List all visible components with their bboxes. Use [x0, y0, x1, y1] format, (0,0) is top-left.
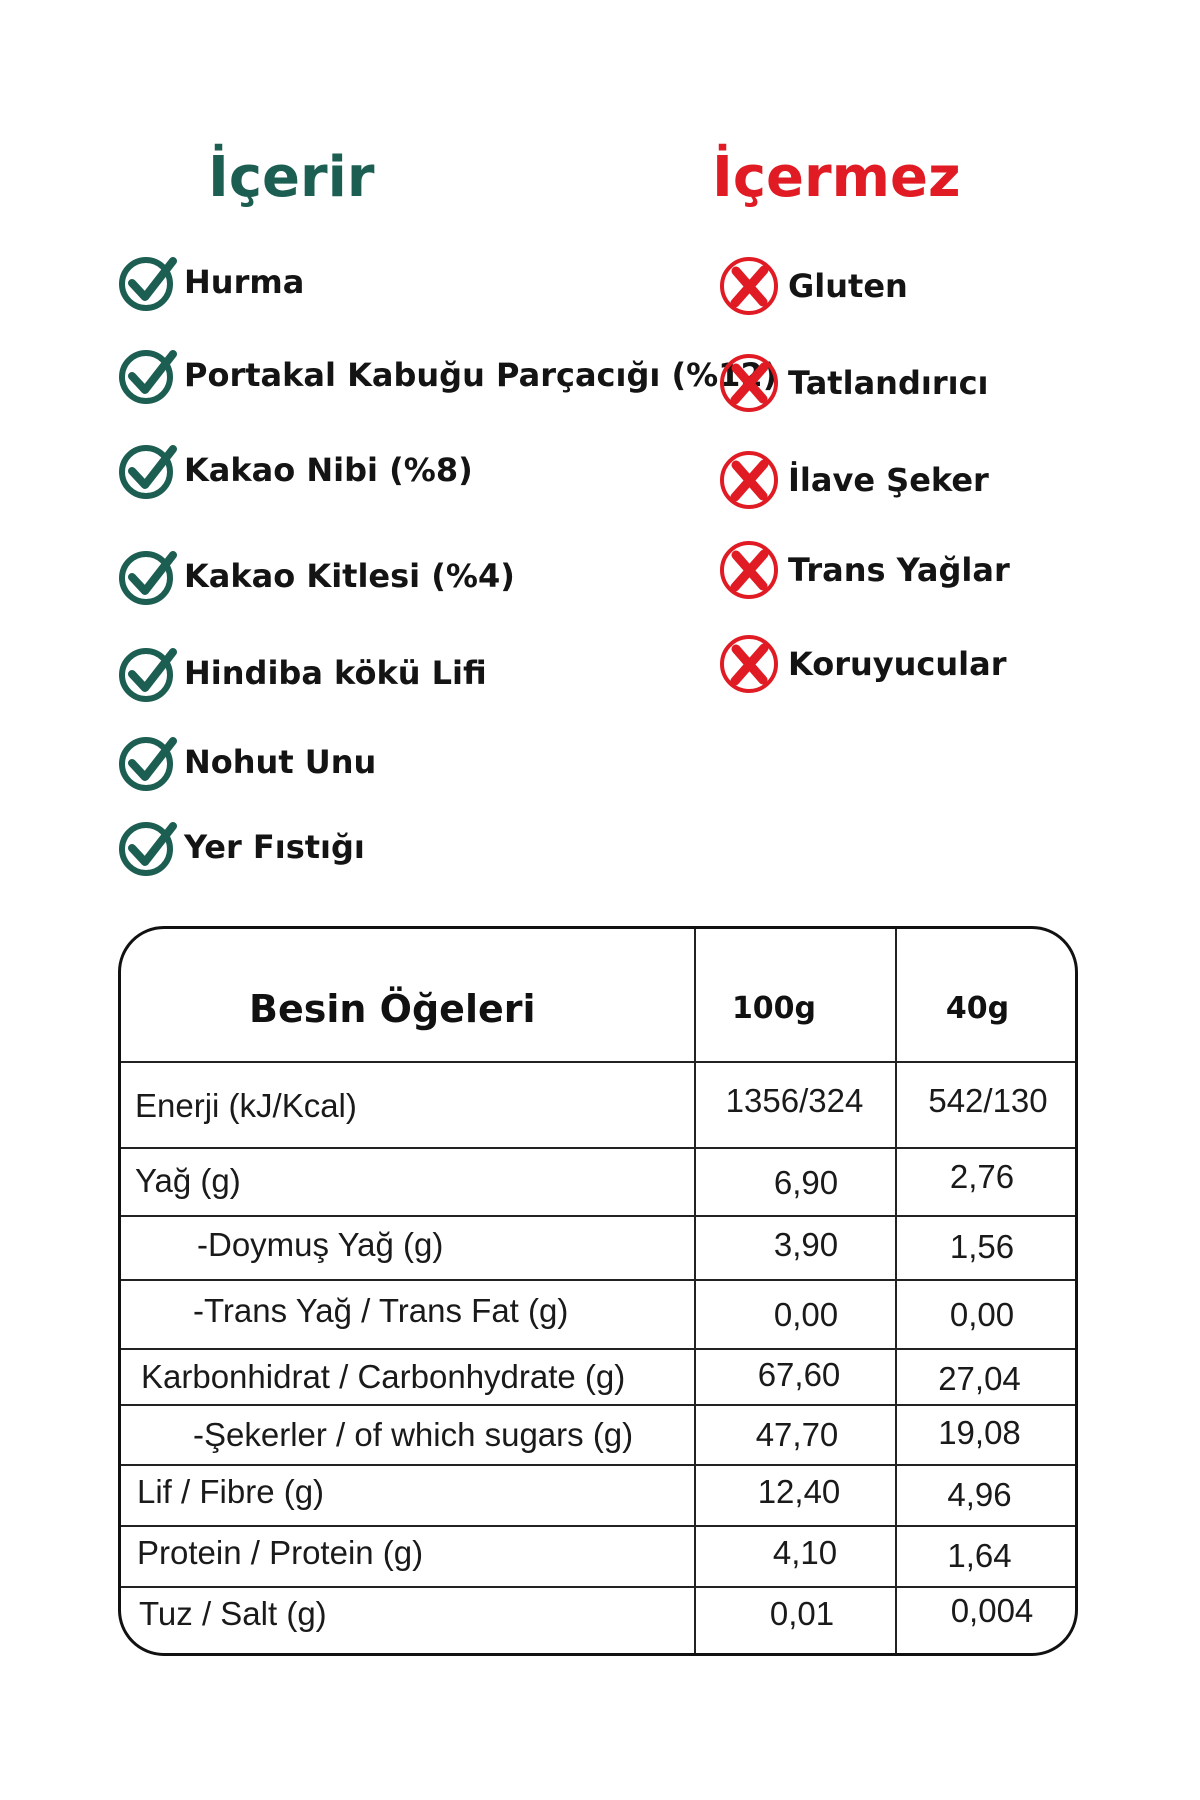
- nutrient-value-100g: 47,70: [755, 1416, 839, 1453]
- nutrient-value-40g: 542/130: [928, 1082, 1048, 1119]
- nutrient-value-40g: 0,00: [949, 1296, 1015, 1333]
- contains-item-label: Portakal Kabuğu Parçacığı (%12): [184, 356, 778, 394]
- check-circle-icon: [118, 642, 180, 704]
- nutrient-value-40g: 19,08: [938, 1414, 1021, 1451]
- excludes-item-label: Koruyucular: [788, 645, 1007, 683]
- contains-title: İçerir: [208, 145, 375, 210]
- nutrition-header-name: Besin Öğeleri: [249, 987, 536, 1031]
- check-circle-icon: [118, 251, 180, 313]
- contains-item-label: Kakao Nibi (%8): [184, 451, 473, 489]
- nutrient-name: Karbonhidrat / Carbonhydrate (g): [141, 1358, 626, 1395]
- check-circle-icon: [118, 439, 180, 501]
- row-divider: [121, 1404, 1075, 1406]
- nutrition-table: [118, 926, 1078, 1656]
- nutrient-value-100g: 12,40: [757, 1473, 841, 1510]
- excludes-item: [718, 540, 1010, 600]
- contains-item: [118, 643, 487, 703]
- nutrient-value-100g: 0,01: [769, 1595, 835, 1632]
- nutrient-value-40g: 0,004: [950, 1592, 1034, 1629]
- nutrient-name: -Doymuş Yağ (g): [197, 1226, 444, 1263]
- nutrient-name: Enerji (kJ/Kcal): [135, 1087, 357, 1124]
- contains-item: [118, 732, 376, 792]
- nutrient-name: -Şekerler / of which sugars (g): [193, 1416, 634, 1453]
- row-divider: [121, 1525, 1075, 1527]
- nutrient-name: -Trans Yağ / Trans Fat (g): [193, 1292, 569, 1329]
- contains-item: [118, 817, 365, 877]
- nutrient-name: Lif / Fibre (g): [137, 1473, 325, 1510]
- nutrient-value-100g: 1356/324: [725, 1082, 864, 1119]
- x-circle-icon: [718, 352, 780, 414]
- contains-item-label: Nohut Unu: [184, 743, 377, 781]
- row-divider: [121, 1147, 1075, 1149]
- contains-item: [118, 252, 304, 312]
- excludes-item-label: Tatlandırıcı: [788, 364, 989, 402]
- contains-item: [118, 546, 515, 606]
- nutrient-value-100g: 67,60: [757, 1356, 841, 1393]
- row-divider: [121, 1215, 1075, 1217]
- excludes-item-label: Gluten: [788, 267, 908, 305]
- x-circle-icon: [718, 539, 780, 601]
- nutrient-value-40g: 27,04: [938, 1360, 1021, 1397]
- excludes-item: [718, 450, 989, 510]
- nutrient-name: Protein / Protein (g): [137, 1534, 424, 1571]
- nutrition-header-40g: 40g: [945, 991, 1010, 1026]
- row-divider: [121, 1586, 1075, 1588]
- nutrient-value-100g: 0,00: [773, 1296, 839, 1333]
- contains-item-label: Hurma: [184, 263, 305, 301]
- check-circle-icon: [118, 344, 180, 406]
- check-circle-icon: [118, 545, 180, 607]
- x-circle-icon: [718, 255, 780, 317]
- nutrient-value-40g: 2,76: [949, 1158, 1015, 1195]
- nutrient-name: Yağ (g): [135, 1162, 241, 1199]
- excludes-item-label: Trans Yağlar: [788, 551, 1010, 589]
- excludes-item: [718, 256, 908, 316]
- contains-item-label: Hindiba kökü Lifi: [184, 654, 487, 692]
- x-circle-icon: [718, 449, 780, 511]
- contains-item-label: Kakao Kitlesi (%4): [184, 557, 515, 595]
- row-divider: [121, 1348, 1075, 1350]
- x-circle-icon: [718, 633, 780, 695]
- excludes-item: [718, 634, 1007, 694]
- excludes-item-label: İlave Şeker: [788, 461, 989, 499]
- nutrient-name: Tuz / Salt (g): [139, 1595, 327, 1632]
- contains-item-label: Yer Fıstığı: [184, 828, 365, 866]
- nutrient-value-40g: 4,96: [947, 1476, 1012, 1513]
- nutrient-value-40g: 1,56: [949, 1228, 1015, 1265]
- nutrient-value-100g: 3,90: [773, 1226, 839, 1263]
- contains-item: [118, 440, 473, 500]
- contains-item: [118, 345, 777, 405]
- nutrient-value-40g: 1,64: [947, 1537, 1012, 1574]
- check-circle-icon: [118, 816, 180, 878]
- excludes-item: [718, 353, 989, 413]
- row-divider: [121, 1464, 1075, 1466]
- row-divider: [121, 1061, 1075, 1063]
- check-circle-icon: [118, 731, 180, 793]
- nutrition-header-100g: 100g: [731, 991, 817, 1026]
- row-divider: [121, 1279, 1075, 1281]
- nutrient-value-100g: 4,10: [772, 1534, 838, 1571]
- excludes-title: İçermez: [712, 145, 961, 210]
- nutrient-value-100g: 6,90: [773, 1164, 839, 1201]
